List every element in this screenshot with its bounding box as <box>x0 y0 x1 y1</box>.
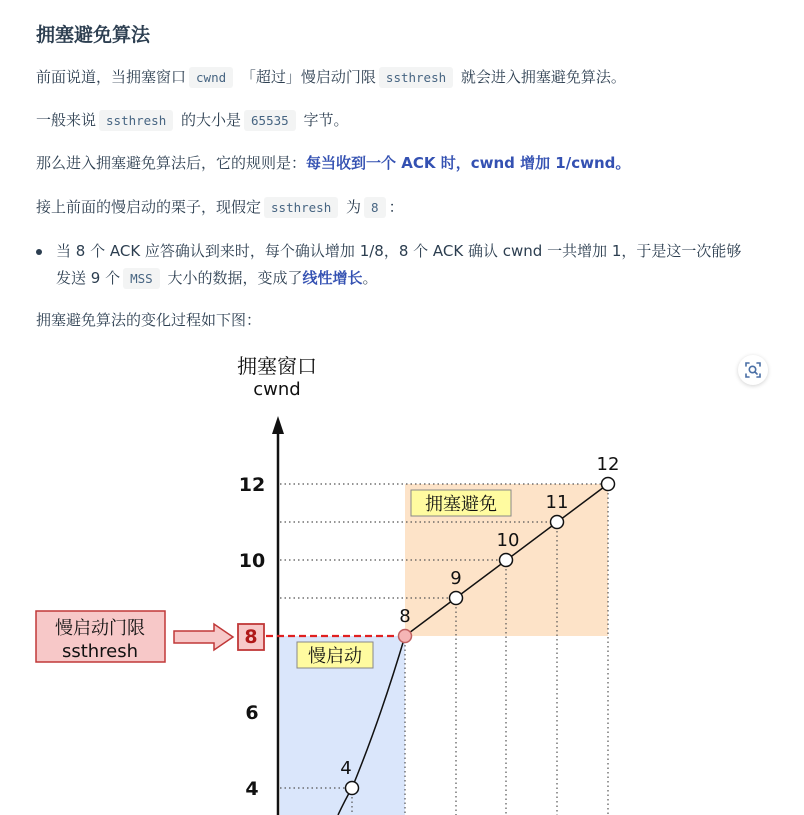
point-label: 12 <box>596 454 620 475</box>
point-label: 8 <box>399 606 411 627</box>
section-title: 拥塞避免算法 <box>36 24 151 46</box>
point-label: 11 <box>545 492 569 513</box>
ssthresh-label-cn: 慢启动门限 <box>55 618 145 639</box>
text: 那么进入拥塞避免算法后，它的规则是： <box>36 154 307 172</box>
inline-code: MSS <box>123 268 160 289</box>
y-axis-subtitle: cwnd <box>253 379 301 400</box>
point-label: 10 <box>496 530 520 551</box>
y-axis-title: 拥塞窗口 <box>237 354 317 378</box>
text: 的大小是 <box>181 111 242 129</box>
inline-code: 8 <box>364 197 386 218</box>
inline-code: ssthresh <box>99 110 173 131</box>
text: 「超过」慢启动门限 <box>240 68 376 86</box>
data-point <box>500 554 513 567</box>
text: 大小的数据，变成了 <box>167 269 303 287</box>
data-point <box>450 592 463 605</box>
text: ： <box>388 198 404 216</box>
text: 前面说道，当拥塞窗口 <box>36 68 187 86</box>
point-label: 9 <box>450 568 462 589</box>
y-tick-label: 4 <box>245 778 259 800</box>
ssthresh-label-en: ssthresh <box>61 641 139 662</box>
ssthresh-arrow <box>174 624 233 650</box>
text: 发送 9 个 <box>56 269 121 287</box>
y-tick-label: 10 <box>238 550 266 572</box>
y-tick-label: 8 <box>244 626 258 648</box>
text: 。 <box>362 269 378 287</box>
slow-start-label: 慢启动 <box>308 646 362 667</box>
text: 接上前面的慢启动的栗子，现假定 <box>36 198 262 216</box>
text: 一般来说 <box>36 111 97 129</box>
text: 字节。 <box>303 111 349 129</box>
data-point <box>346 782 359 795</box>
point-label: 4 <box>340 758 352 779</box>
y-tick-label: 6 <box>245 702 259 724</box>
y-tick-label: 12 <box>238 474 266 496</box>
emphasis: 线性增长 <box>302 269 363 287</box>
inline-code: 65535 <box>244 110 296 131</box>
data-point <box>551 516 564 529</box>
inline-code: cwnd <box>189 67 233 88</box>
y-axis-arrow <box>272 416 284 434</box>
congestion-avoidance-label: 拥塞避免 <box>425 494 497 515</box>
data-point <box>602 478 615 491</box>
paragraph-5: 拥塞避免算法的变化过程如下图： <box>36 311 262 329</box>
text: 当 8 个 ACK 应答确认到来时，每个确认增加 1/8，8 个 ACK 确认 cwnd 一共增加 1，于是这一次能够 <box>56 242 742 260</box>
emphasis: 每当收到一个 ACK 时，cwnd 增加 1/cwnd。 <box>306 154 631 172</box>
inline-code: ssthresh <box>264 197 338 218</box>
text: 就会进入拥塞避免算法。 <box>460 68 626 86</box>
inline-code: ssthresh <box>379 67 453 88</box>
data-point <box>399 630 412 643</box>
text: 为 <box>346 198 362 216</box>
